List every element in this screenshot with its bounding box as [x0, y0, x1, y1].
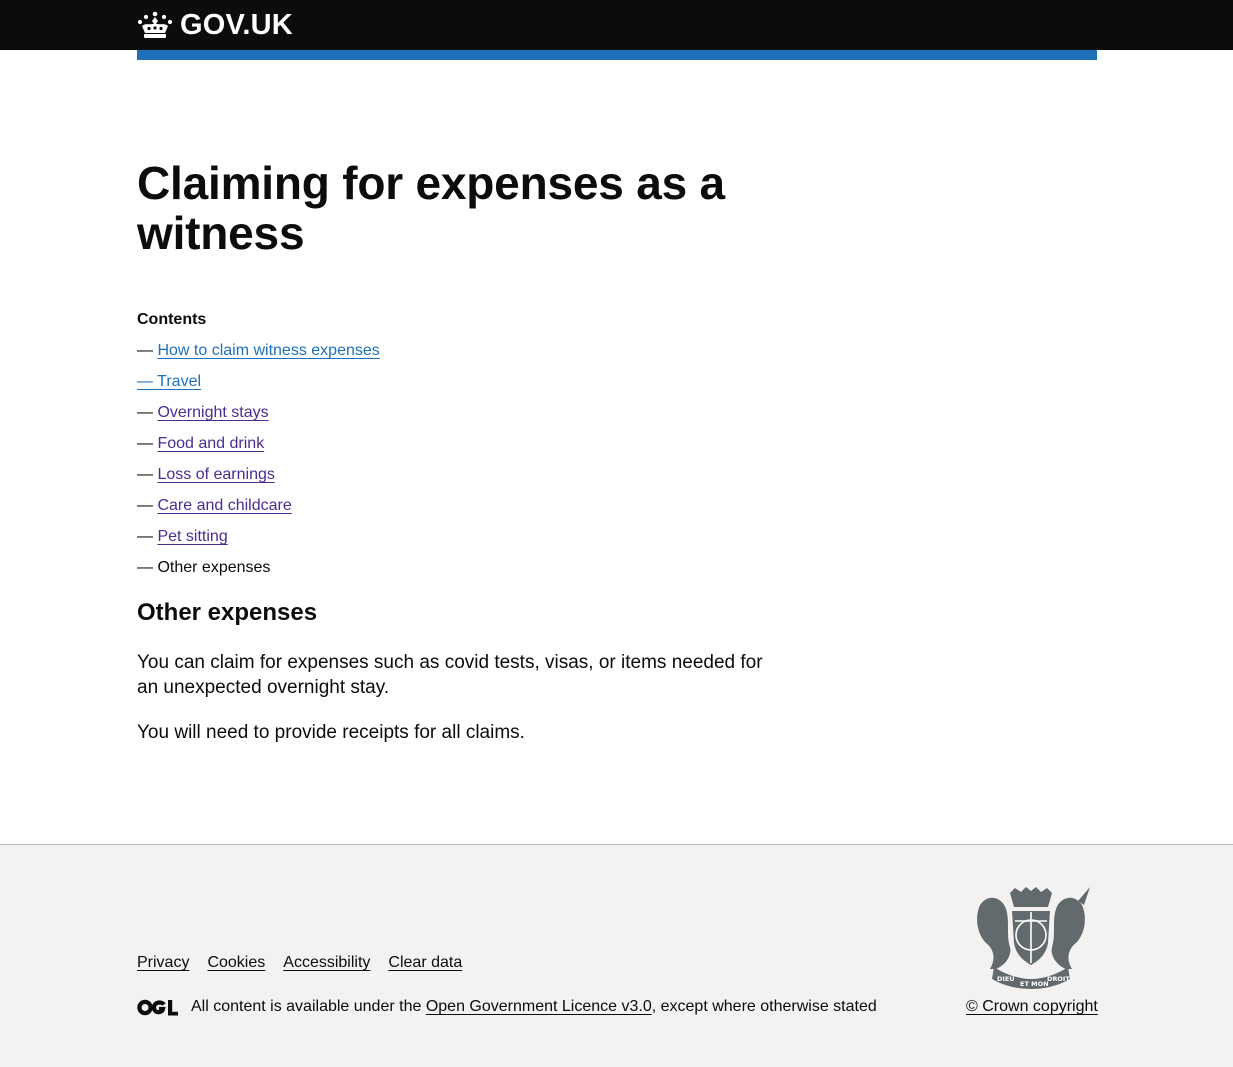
contents-item	[137, 434, 380, 465]
page-title: Claiming for expenses as a witness	[137, 157, 725, 259]
crest-motto-et-mon: ET MON	[1020, 980, 1049, 988]
govuk-logo-text: GOV.UK	[180, 9, 293, 41]
contents-link-how-to-claim[interactable]: How to claim witness expenses	[157, 342, 380, 359]
licence-statement	[137, 997, 877, 1017]
footer-link-cookies[interactable]: Cookies	[207, 954, 266, 971]
contents-dash: —	[137, 466, 153, 483]
crest-motto-dieu: DIEU	[997, 975, 1015, 983]
crown-copyright	[966, 997, 1098, 1017]
contents-item	[137, 527, 380, 558]
footer-link-clear-data[interactable]: Clear data	[388, 954, 463, 971]
contents-item	[137, 403, 380, 434]
body-paragraph: You will need to provide receipts for all claims.	[137, 722, 525, 743]
contents-item	[137, 372, 380, 403]
site-footer	[0, 844, 1233, 1067]
licence-suffix: , except where otherwise stated	[651, 998, 877, 1015]
contents-dash: —	[137, 435, 153, 452]
header-accent-bar	[137, 50, 1097, 60]
contents-link-overnight-stays[interactable]: Overnight stays	[157, 404, 269, 421]
contents-current-item: Other expenses	[157, 559, 271, 576]
ogl-logo-icon	[137, 999, 178, 1016]
contents-dash: —	[137, 559, 153, 576]
licence-prefix: All content is available under the	[191, 998, 422, 1015]
contents-link-loss-of-earnings[interactable]: Loss of earnings	[157, 466, 275, 483]
contents-dash: —	[137, 404, 153, 421]
contents-link-label: Travel	[157, 373, 202, 390]
crest-motto-droit: DROIT	[1047, 975, 1070, 983]
footer-link-privacy[interactable]: Privacy	[137, 954, 190, 971]
footer-links	[137, 953, 462, 973]
site-header	[0, 0, 1233, 50]
contents-dash: —	[137, 528, 153, 545]
crown-copyright-link[interactable]: © Crown copyright	[966, 998, 1098, 1015]
contents-dash: —	[137, 373, 153, 390]
footer-link-accessibility[interactable]: Accessibility	[283, 954, 371, 971]
body-paragraph: You can claim for expenses such as covid tests, visas, or items needed for an unexpected overnight stay.	[137, 652, 763, 698]
crown-icon	[137, 11, 173, 39]
contents-dash: —	[137, 342, 153, 359]
royal-coat-of-arms-icon	[966, 885, 1096, 989]
section-heading: Other expenses	[137, 599, 318, 626]
contents-item	[137, 496, 380, 527]
contents-dash: —	[137, 497, 153, 514]
contents-item	[137, 558, 380, 589]
govuk-home-link[interactable]	[137, 8, 293, 42]
contents-link-care-and-childcare[interactable]: Care and childcare	[157, 497, 292, 514]
contents-label: Contents	[137, 311, 207, 328]
contents-list	[137, 341, 380, 589]
contents-link-food-and-drink[interactable]: Food and drink	[157, 435, 265, 452]
contents-link-pet-sitting[interactable]: Pet sitting	[157, 528, 228, 545]
contents-item	[137, 341, 380, 372]
contents-link-travel[interactable]	[137, 373, 201, 390]
open-government-licence-link[interactable]: Open Government Licence v3.0	[425, 998, 652, 1015]
contents-item	[137, 465, 380, 496]
